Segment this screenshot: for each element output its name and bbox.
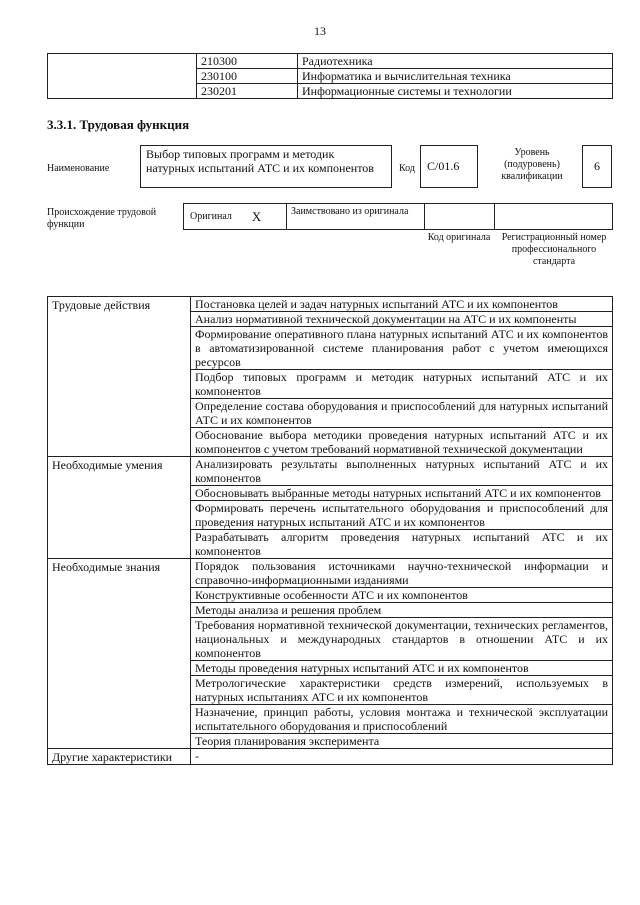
code-cell: 210300 bbox=[197, 54, 298, 69]
category-cell: Необходимые знания bbox=[48, 559, 191, 749]
item-cell: Определение состава оборудования и приспособлений для натурных испытаний АТС и их компонентов bbox=[191, 399, 613, 428]
item-cell: Формировать перечень испытательного оборудования и приспособлений для проведения натурных испытаний АТС и их компонентов bbox=[191, 501, 613, 530]
education-codes-table bbox=[47, 53, 613, 99]
codes-blank-cell bbox=[48, 54, 197, 99]
item-cell: Формирование оперативного плана натурных испытаний АТС и их компонентов в автоматизированной системе планирования работ с учетом имеющихся ресурсов bbox=[191, 327, 613, 370]
code-original-cell bbox=[425, 203, 495, 230]
code-cell: 230100 bbox=[197, 69, 298, 84]
table-row bbox=[48, 457, 613, 486]
reg-number-cell bbox=[495, 203, 613, 230]
item-cell: - bbox=[191, 749, 613, 765]
page-number: 13 bbox=[314, 24, 326, 38]
item-cell: Разрабатывать алгоритм проведения натурных испытаний АТС и их компонентов bbox=[191, 530, 613, 559]
qualification-level-box: 6 bbox=[582, 145, 612, 188]
origin-row bbox=[183, 203, 613, 230]
item-cell: Метрологические характеристики средств измерений, используемых в натурных испытаниях АТС и их компонентов bbox=[191, 676, 613, 705]
category-cell: Другие характеристики bbox=[48, 749, 191, 765]
table-row bbox=[48, 559, 613, 588]
code-cell: 230201 bbox=[197, 84, 298, 99]
qualification-level-label: Уровень (подуровень) квалификации bbox=[501, 147, 563, 182]
item-cell: Назначение, принцип работы, условия монтажа и технической эксплуатации испытательного оборудования и приспособлений bbox=[191, 705, 613, 734]
item-cell: Порядок пользования источниками научно-технической информации и справочно-информационными изданиями bbox=[191, 559, 613, 588]
code-name-cell: Информационные системы и технологии bbox=[298, 84, 613, 99]
codes-row bbox=[48, 54, 613, 69]
original-mark: X bbox=[251, 208, 262, 224]
borrowed-cell: Заимствовано из оригинала bbox=[287, 203, 425, 230]
category-cell: Необходимые умения bbox=[48, 457, 191, 559]
category-cell: Трудовые действия bbox=[48, 297, 191, 457]
table-row bbox=[48, 749, 613, 765]
item-cell: Теория планирования эксперимента bbox=[191, 734, 613, 749]
original-label: Оригинал bbox=[190, 210, 232, 222]
item-cell: Конструктивные особенности АТС и их компонентов bbox=[191, 588, 613, 603]
function-name-box: Выбор типовых программ и методик натурных испытаний АТС и их компонентов bbox=[140, 145, 392, 188]
item-cell: Методы анализа и решения проблем bbox=[191, 603, 613, 618]
item-cell: Обосновывать выбранные методы натурных испытаний АТС и их компонентов bbox=[191, 486, 613, 501]
section-title: 3.3.1. Трудовая функция bbox=[47, 117, 190, 132]
name-label: Наименование bbox=[47, 163, 110, 174]
code-name-cell: Информатика и вычислительная техника bbox=[298, 69, 613, 84]
item-cell: Методы проведения натурных испытаний АТС и их компонентов bbox=[191, 661, 613, 676]
code-name-cell: Радиотехника bbox=[298, 54, 613, 69]
function-details-table bbox=[47, 296, 613, 765]
reg-number-label: Регистрационный номер профессионального стандарта bbox=[501, 232, 607, 267]
item-cell: Анализ нормативной технической документации на АТС и их компоненты bbox=[191, 312, 613, 327]
item-cell: Требования нормативной технической документации, технических регламентов, национальных и международных стандартов в отношении АТС и их компонентов bbox=[191, 618, 613, 661]
code-label: Код bbox=[399, 163, 415, 174]
item-cell: Постановка целей и задач натурных испытаний АТС и их компонентов bbox=[191, 297, 613, 312]
item-cell: Подбор типовых программ и методик натурных испытаний АТС и их компонентов bbox=[191, 370, 613, 399]
origin-label: Происхождение трудовой функции bbox=[47, 207, 157, 230]
table-row bbox=[48, 297, 613, 312]
item-cell: Обоснование выбора методики проведения натурных испытаний АТС и их компонентов с учетом требований нормативной технической документации bbox=[191, 428, 613, 457]
code-original-label: Код оригинала bbox=[427, 232, 491, 243]
function-code-box: C/01.6 bbox=[420, 145, 478, 188]
original-cell bbox=[183, 203, 287, 230]
item-cell: Анализировать результаты выполненных натурных испытаний АТС и их компонентов bbox=[191, 457, 613, 486]
